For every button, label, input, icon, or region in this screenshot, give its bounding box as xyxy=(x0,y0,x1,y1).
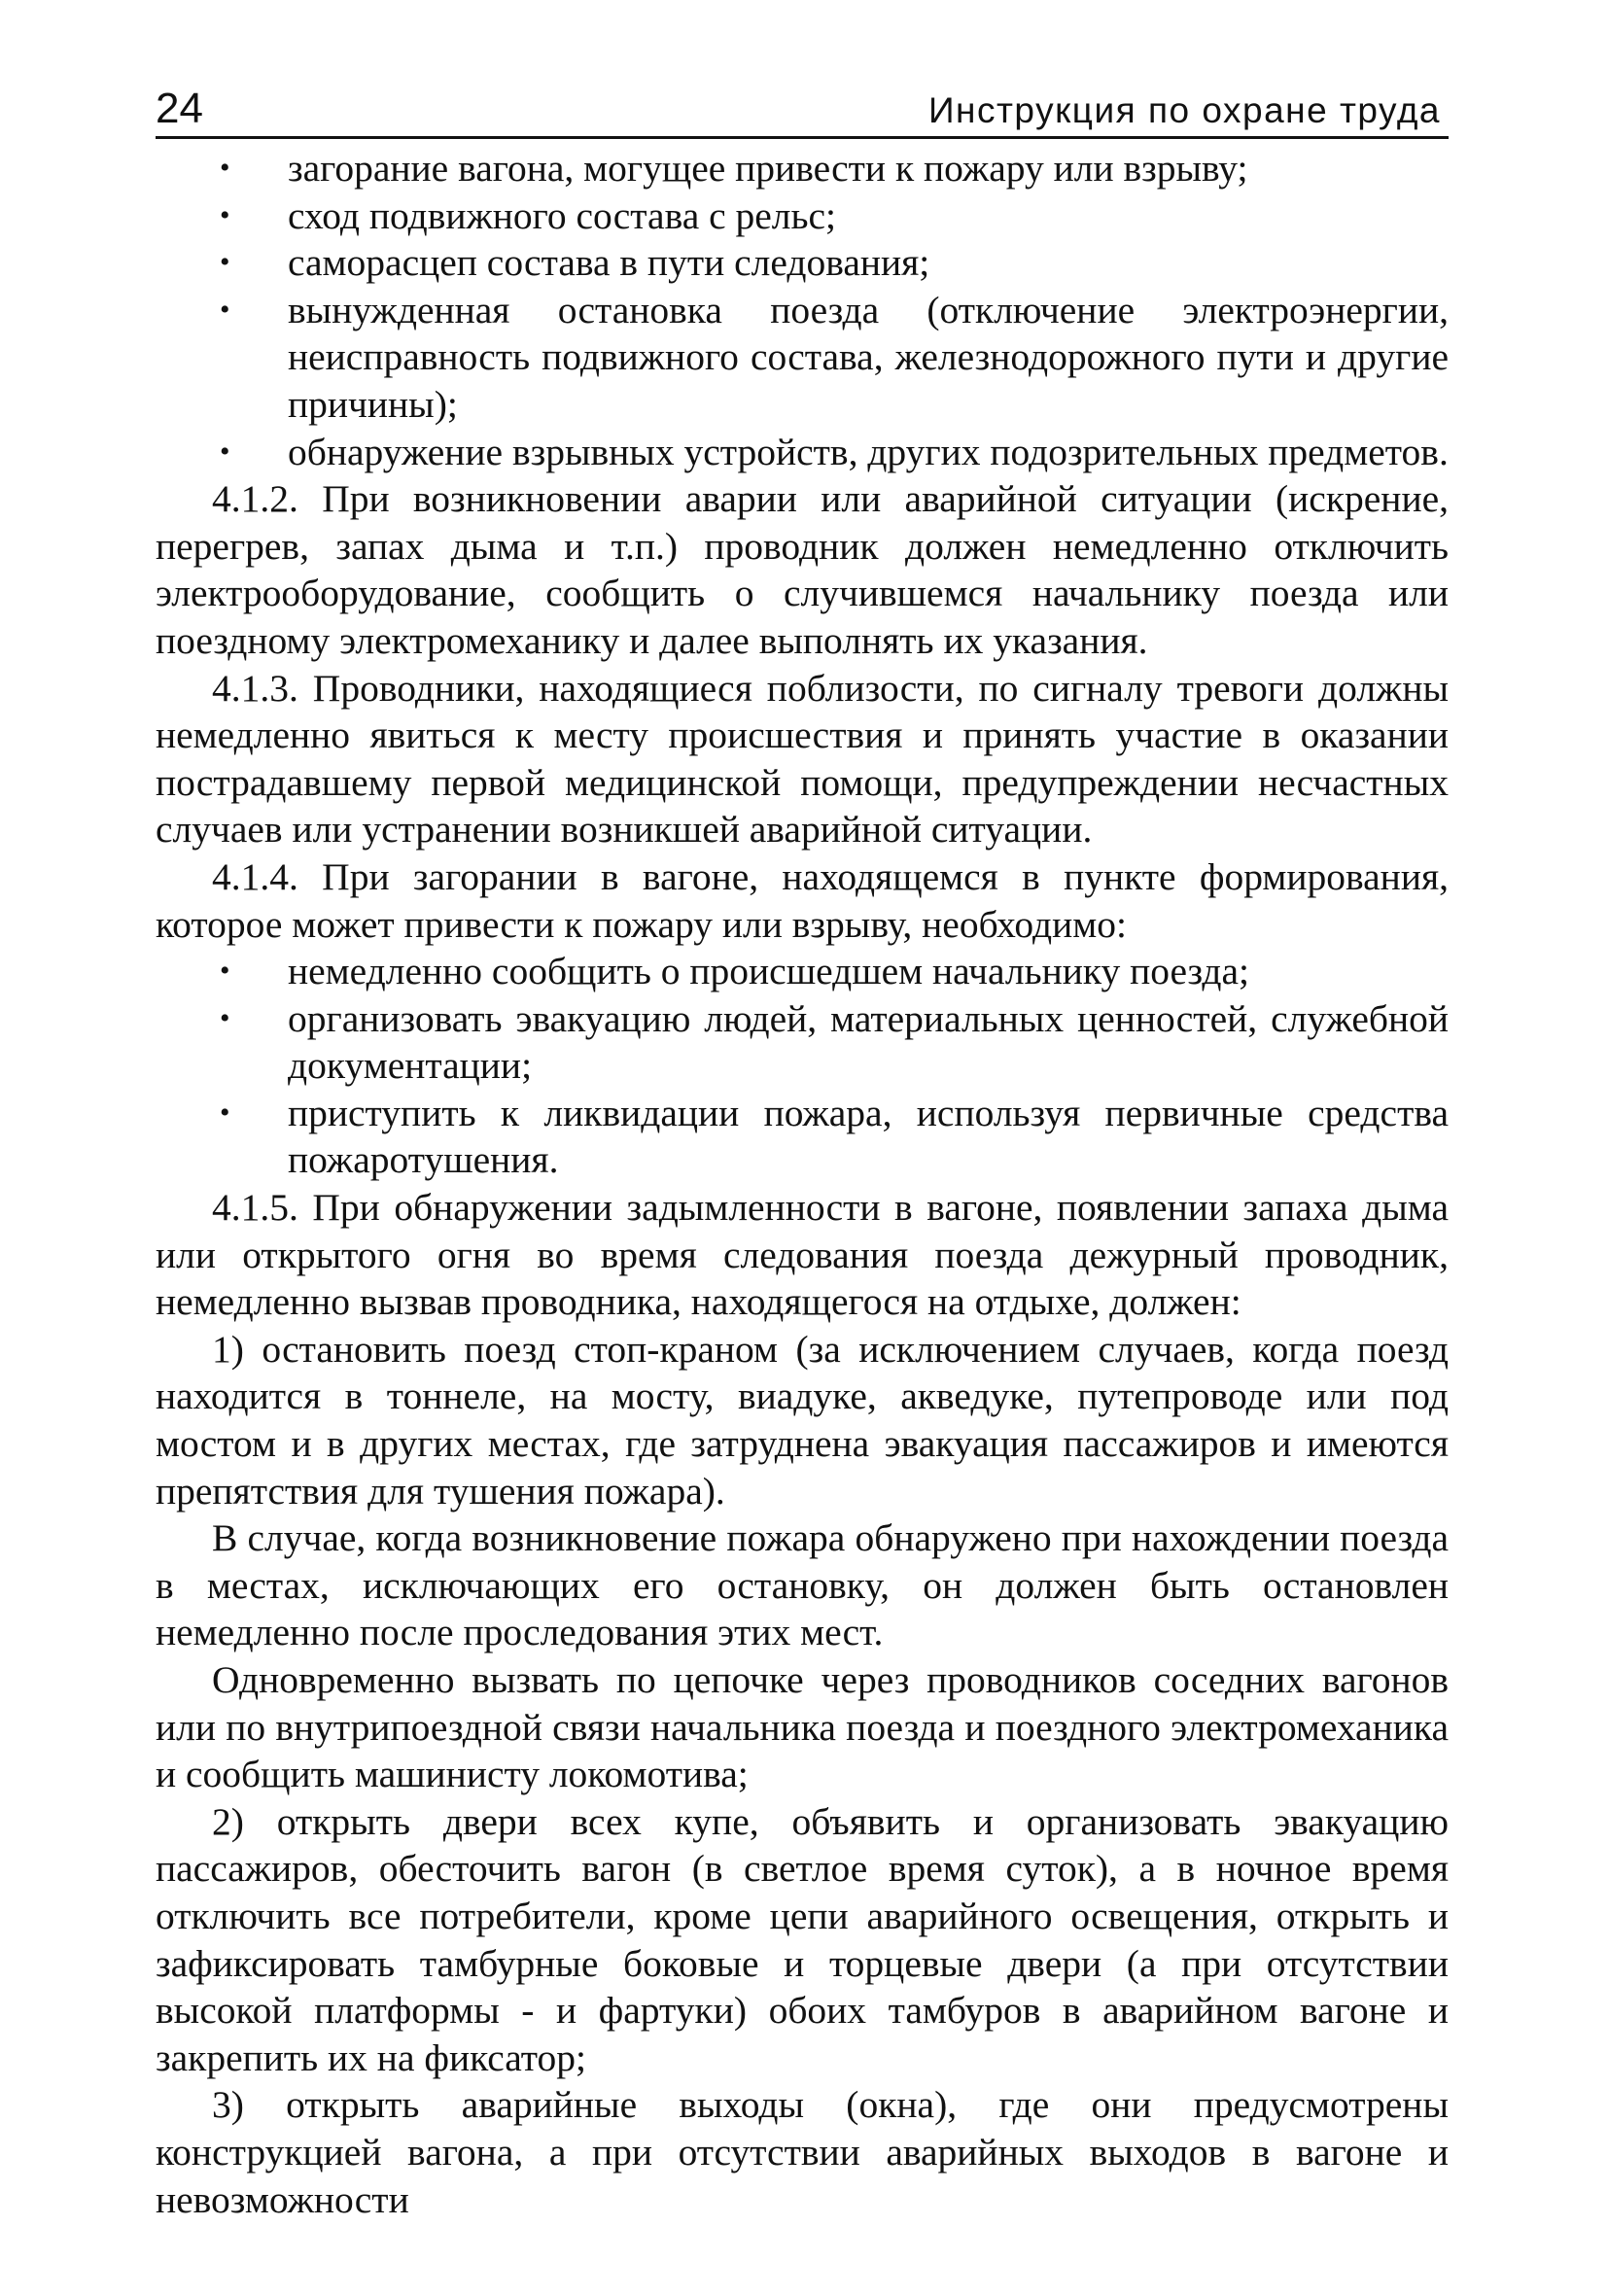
list-item: • вынужденная остановка поезда (отключение электроэнергии, неисправность подвижного состава, железнодорожного пути и другие причины); xyxy=(156,287,1449,429)
step-3: 3) открыть аварийные выходы (окна), где они предусмотрены конструкцией вагона, а при отсутствии аварийных выходов в вагоне и невозможности xyxy=(156,2083,1449,2221)
incident-list xyxy=(156,145,1449,475)
document-page xyxy=(156,68,1449,2223)
paragraph-4-1-2: 4.1.2. При возникновении аварии или аварийной ситуации (искрение, перегрев, запах дыма и т.п.) проводник должен немедленно отключить электрооборудование, сообщить о случившемся начальнику поезда или поездному электромеханику и далее выполнять их указания. xyxy=(156,477,1449,662)
step-2: 2) открыть двери всех купе, объявить и организовать эвакуацию пассажиров, обесточить вагон (в светлое время суток), а в ночное время отключить все потребители, кроме цепи аварийного освещения, открыть и зафиксировать тамбурные боковые и торцевые двери (а при отсутствии высокой платформы - и фартуки) обоих тамбуров в аварийном вагоне и закрепить их на фиксатор; xyxy=(156,1799,1449,2079)
running-title: Инструкция по охране труда xyxy=(927,90,1441,130)
paragraph-4-1-4: 4.1.4. При загорании в вагоне, находящемся в пункте формирования, которое может привести к пожару или взрыву, необходимо: xyxy=(156,854,1449,946)
page-number: 24 xyxy=(156,85,203,132)
page-header xyxy=(156,68,1449,139)
case-paragraph: В случае, когда возникновение пожара обнаружено при нахождении поезда в местах, исключающих его остановку, он должен быть остановлен немедленно после проследования этих мест. xyxy=(156,1516,1449,1654)
list-item: • загорание вагона, могущее привести к пожару или взрыву; xyxy=(156,145,1449,192)
simultaneous-paragraph: Одновременно вызвать по цепочке через проводников соседних вагонов или по внутрипоездной связи начальника поезда и поездного электромеханика и сообщить машинисту локомотива; xyxy=(156,1658,1449,1796)
fire-actions-list xyxy=(156,948,1449,1184)
list-item: • обнаружение взрывных устройств, других подозрительных предметов. xyxy=(156,429,1449,476)
paragraph-4-1-5: 4.1.5. При обнаружении задымленности в вагоне, появлении запаха дыма или открытого огня во время следования поезда дежурный проводник, немедленно вызвав проводника, находящегося на отдыхе, должен: xyxy=(156,1186,1449,1324)
list-item: • приступить к ликвидации пожара, используя первичные средства пожаротушения. xyxy=(156,1090,1449,1184)
page-body xyxy=(156,139,1449,2223)
list-item: • сход подвижного состава с рельс; xyxy=(156,192,1449,240)
list-item: • организовать эвакуацию людей, материальных ценностей, служебной документации; xyxy=(156,995,1449,1090)
list-item: • немедленно сообщить о происшедшем начальнику поезда; xyxy=(156,948,1449,995)
step-1: 1) остановить поезд стоп-краном (за исключением случаев, когда поезд находится в тоннеле, на мосту, виадуке, акведуке, путепроводе или под мостом и в других местах, где затруднена эвакуация пассажиров и имеются препятствия для тушения пожара). xyxy=(156,1327,1449,1513)
list-item: • саморасцеп состава в пути следования; xyxy=(156,239,1449,287)
paragraph-4-1-3: 4.1.3. Проводники, находящиеся поблизости, по сигналу тревоги должны немедленно явиться к месту происшествия и принять участие в оказании пострадавшему первой медицинской помощи, предупреждении несчастных случаев или устранении возникшей аварийной ситуации. xyxy=(156,666,1449,852)
